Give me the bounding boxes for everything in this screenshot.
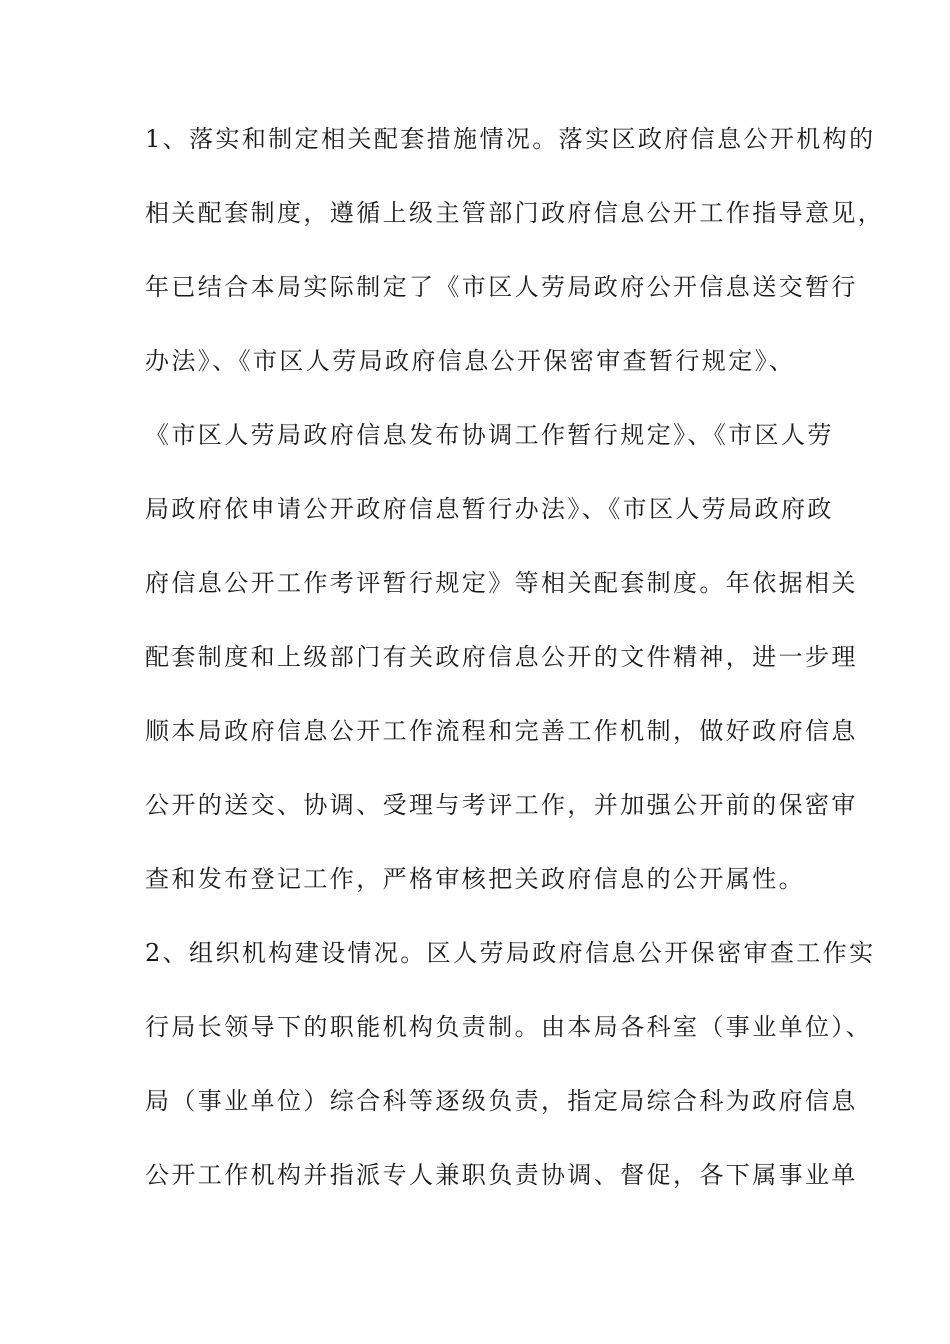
document-body <box>145 125 885 1237</box>
text-line: 办法》、《市区人劳局政府信息公开保密审查暂行规定》、 <box>145 347 796 375</box>
text-line: 公开的送交、协调、受理与考评工作，并加强公开前的保密审 <box>145 791 858 819</box>
text-line: 查和发布登记工作，严格审核把关政府信息的公开属性。 <box>145 865 805 893</box>
text-line: 年已结合本局实际制定了《市区人劳局政府公开信息送交暂行 <box>145 273 858 301</box>
text-line: 配套制度和上级部门有关政府信息公开的文件精神，进一步理 <box>145 643 858 671</box>
text-line: 1、落实和制定相关配套措施情况。落实区政府信息公开机构的 <box>145 125 876 153</box>
text-line: 行局长领导下的职能机构负责制。由本局各科室（事业单位）、 <box>145 1013 873 1041</box>
text-line: 公开工作机构并指派专人兼职负责协调、督促，各下属事业单 <box>145 1161 858 1189</box>
text-line: 府信息公开工作考评暂行规定》等相关配套制度。年依据相关 <box>145 569 858 597</box>
text-line: 顺本局政府信息公开工作流程和完善工作机制，做好政府信息 <box>145 717 858 745</box>
text-line: 局政府依申请公开政府信息暂行办法》、《市区人劳局政府政 <box>145 495 834 523</box>
text-line: 局（事业单位）综合科等逐级负责，指定局综合科为政府信息 <box>145 1087 858 1115</box>
text-line: 《市区人劳局政府信息发布协调工作暂行规定》、《市区人劳 <box>145 421 834 449</box>
text-line: 相关配套制度，遵循上级主管部门政府信息公开工作指导意见， <box>145 199 885 227</box>
text-line: 2、组织机构建设情况。区人劳局政府信息公开保密审查工作实 <box>145 939 876 967</box>
